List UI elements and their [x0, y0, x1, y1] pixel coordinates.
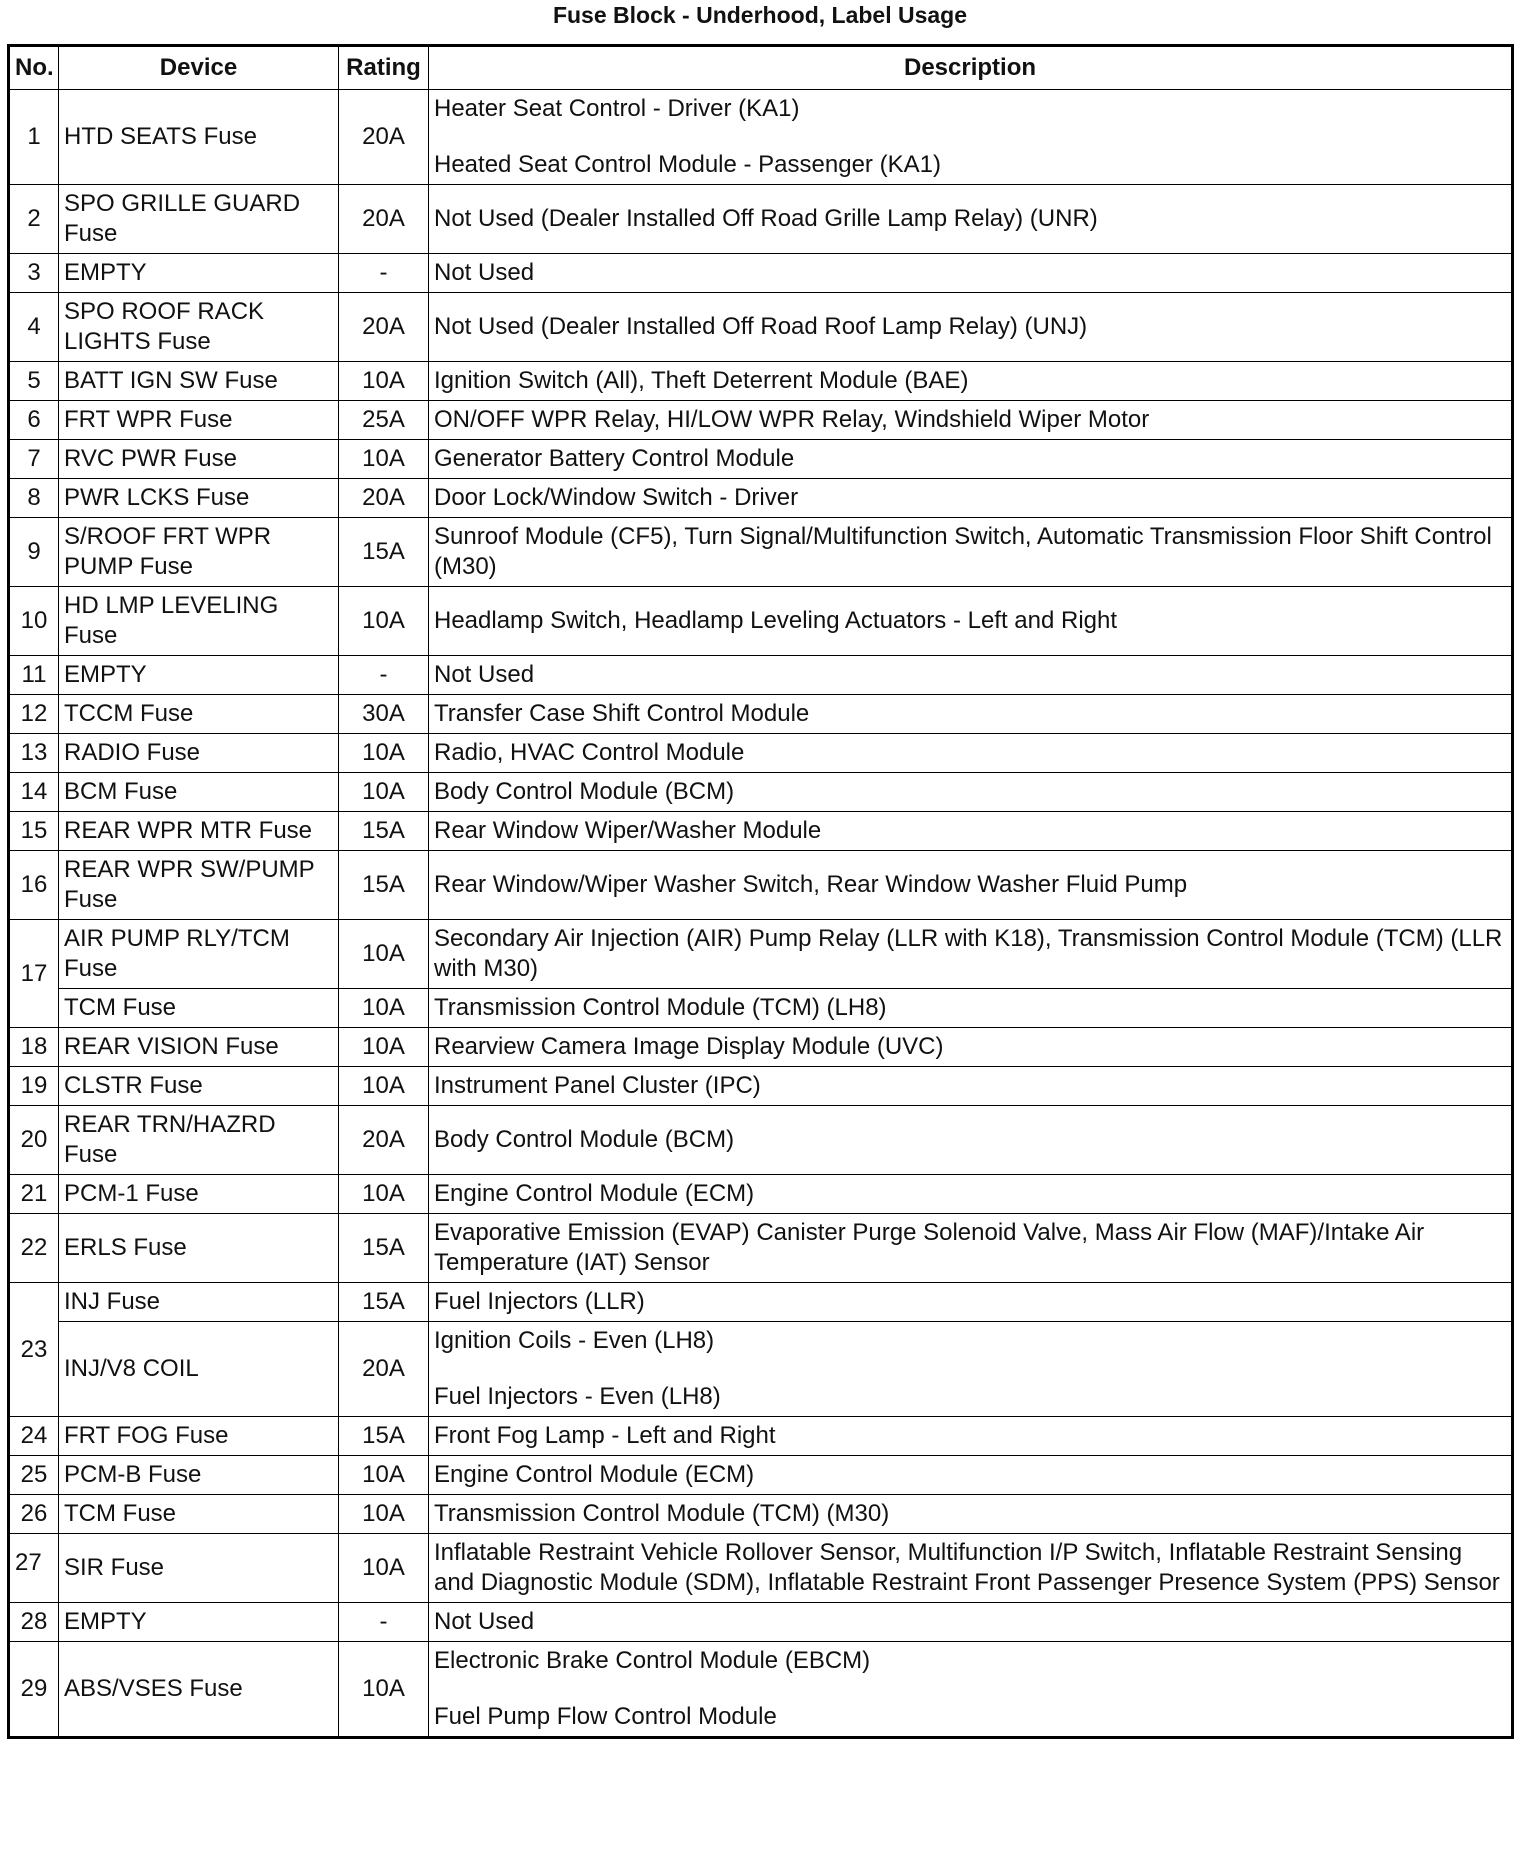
fuse-rating: 10A	[339, 989, 429, 1028]
fuse-description: Inflatable Restraint Vehicle Rollover Sensor, Multifunction I/P Switch, Inflatable Restraint Sensing and Diagnostic Module (SDM), Inflatable Restraint Front Passenger Presence System (PPS) Sensor	[429, 1534, 1513, 1603]
fuse-description: Headlamp Switch, Headlamp Leveling Actuators - Left and Right	[429, 587, 1513, 656]
header-row	[9, 46, 1513, 90]
fuse-number: 1	[9, 90, 59, 185]
fuse-description: ON/OFF WPR Relay, HI/LOW WPR Relay, Windshield Wiper Motor	[429, 401, 1513, 440]
device-name: AIR PUMP RLY/TCM Fuse	[59, 920, 339, 989]
table-row	[9, 812, 1513, 851]
header-no: No.	[9, 46, 59, 90]
fuse-number: 7	[9, 440, 59, 479]
fuse-rating: 10A	[339, 1456, 429, 1495]
table-row	[9, 401, 1513, 440]
fuse-description: Engine Control Module (ECM)	[429, 1456, 1513, 1495]
device-name: TCM Fuse	[59, 989, 339, 1028]
device-name: HTD SEATS Fuse	[59, 90, 339, 185]
fuse-description	[429, 1642, 1513, 1738]
fuse-number: 17	[9, 920, 59, 1028]
device-name: FRT FOG Fuse	[59, 1417, 339, 1456]
device-name: HD LMP LEVELING Fuse	[59, 587, 339, 656]
fuse-rating: 15A	[339, 1417, 429, 1456]
device-name: PWR LCKS Fuse	[59, 479, 339, 518]
fuse-description: Rear Window Wiper/Washer Module	[429, 812, 1513, 851]
fuse-number: 3	[9, 254, 59, 293]
device-name: BATT IGN SW Fuse	[59, 362, 339, 401]
fuse-description: Transmission Control Module (TCM) (M30)	[429, 1495, 1513, 1534]
table-row	[9, 1495, 1513, 1534]
table-row	[9, 1028, 1513, 1067]
fuse-description: Body Control Module (BCM)	[429, 773, 1513, 812]
fuse-rating: 10A	[339, 1028, 429, 1067]
page-title: Fuse Block - Underhood, Label Usage	[552, 2, 968, 28]
table-row	[9, 587, 1513, 656]
table-row	[9, 1283, 1513, 1322]
fuse-description: Generator Battery Control Module	[429, 440, 1513, 479]
fuse-number: 5	[9, 362, 59, 401]
fuse-number: 8	[9, 479, 59, 518]
fuse-rating: 20A	[339, 90, 429, 185]
fuse-description: Rearview Camera Image Display Module (UVC)	[429, 1028, 1513, 1067]
fuse-rating: 20A	[339, 479, 429, 518]
description-line: Ignition Coils - Even (LH8)	[434, 1327, 715, 1354]
fuse-number: 28	[9, 1603, 59, 1642]
table-row	[9, 254, 1513, 293]
fuse-rating: 15A	[339, 518, 429, 587]
device-name: TCM Fuse	[59, 1495, 339, 1534]
description-line: Fuel Pump Flow Control Module	[434, 1703, 777, 1730]
fuse-description: Evaporative Emission (EVAP) Canister Purge Solenoid Valve, Mass Air Flow (MAF)/Intake Air Temperature (IAT) Sensor	[429, 1214, 1513, 1283]
table-row	[9, 1067, 1513, 1106]
fuse-number: 10	[9, 587, 59, 656]
fuse-table	[7, 44, 1514, 1739]
fuse-description: Transfer Case Shift Control Module	[429, 695, 1513, 734]
fuse-number: 26	[9, 1495, 59, 1534]
fuse-number: 27	[9, 1534, 59, 1603]
fuse-number: 20	[9, 1106, 59, 1175]
table-row	[9, 1534, 1513, 1603]
description-line: Electronic Brake Control Module (EBCM)	[434, 1647, 871, 1674]
device-name: RVC PWR Fuse	[59, 440, 339, 479]
device-name: PCM-1 Fuse	[59, 1175, 339, 1214]
fuse-description: Transmission Control Module (TCM) (LH8)	[429, 989, 1513, 1028]
device-name: EMPTY	[59, 1603, 339, 1642]
fuse-rating: 10A	[339, 1495, 429, 1534]
fuse-number: 22	[9, 1214, 59, 1283]
device-name: INJ/V8 COIL	[59, 1322, 339, 1417]
device-name: REAR WPR SW/PUMP Fuse	[59, 851, 339, 920]
fuse-number: 14	[9, 773, 59, 812]
fuse-rating: 10A	[339, 1067, 429, 1106]
fuse-rating: 10A	[339, 1642, 429, 1738]
device-name: PCM-B Fuse	[59, 1456, 339, 1495]
device-name: REAR WPR MTR Fuse	[59, 812, 339, 851]
fuse-description: Rear Window/Wiper Washer Switch, Rear Window Washer Fluid Pump	[429, 851, 1513, 920]
fuse-number: 12	[9, 695, 59, 734]
device-name: TCCM Fuse	[59, 695, 339, 734]
fuse-description: Instrument Panel Cluster (IPC)	[429, 1067, 1513, 1106]
fuse-description: Ignition Switch (All), Theft Deterrent Module (BAE)	[429, 362, 1513, 401]
table-row	[9, 1642, 1513, 1738]
fuse-description: Not Used (Dealer Installed Off Road Roof Lamp Relay) (UNJ)	[429, 293, 1513, 362]
fuse-rating: -	[339, 1603, 429, 1642]
fuse-number: 23	[9, 1283, 59, 1417]
fuse-number: 18	[9, 1028, 59, 1067]
table-row	[9, 1456, 1513, 1495]
device-name: FRT WPR Fuse	[59, 401, 339, 440]
fuse-description: Not Used	[429, 254, 1513, 293]
fuse-description: Not Used	[429, 1603, 1513, 1642]
device-name: EMPTY	[59, 254, 339, 293]
table-row	[9, 362, 1513, 401]
table-row	[9, 185, 1513, 254]
fuse-description	[429, 1322, 1513, 1417]
device-name: CLSTR Fuse	[59, 1067, 339, 1106]
fuse-rating: 10A	[339, 440, 429, 479]
device-name: S/ROOF FRT WPR PUMP Fuse	[59, 518, 339, 587]
fuse-rating: 10A	[339, 1175, 429, 1214]
table-row	[9, 1106, 1513, 1175]
table-row	[9, 440, 1513, 479]
fuse-number: 6	[9, 401, 59, 440]
table-row	[9, 734, 1513, 773]
device-name: SPO GRILLE GUARD Fuse	[59, 185, 339, 254]
fuse-rating: 30A	[339, 695, 429, 734]
device-name: ABS/VSES Fuse	[59, 1642, 339, 1738]
table-row	[9, 479, 1513, 518]
fuse-number: 21	[9, 1175, 59, 1214]
header-description: Description	[429, 46, 1513, 90]
fuse-rating: 10A	[339, 362, 429, 401]
description-line: Heater Seat Control - Driver (KA1)	[434, 95, 800, 122]
fuse-number: 25	[9, 1456, 59, 1495]
fuse-description: Radio, HVAC Control Module	[429, 734, 1513, 773]
device-name: RADIO Fuse	[59, 734, 339, 773]
fuse-rating: -	[339, 254, 429, 293]
fuse-number: 19	[9, 1067, 59, 1106]
fuse-rating: 20A	[339, 293, 429, 362]
device-name: SIR Fuse	[59, 1534, 339, 1603]
fuse-description: Not Used	[429, 656, 1513, 695]
fuse-rating: 15A	[339, 812, 429, 851]
device-name: BCM Fuse	[59, 773, 339, 812]
table-row	[9, 1214, 1513, 1283]
header-rating: Rating	[339, 46, 429, 90]
fuse-rating: 15A	[339, 1214, 429, 1283]
device-name: ERLS Fuse	[59, 1214, 339, 1283]
table-row	[9, 1417, 1513, 1456]
device-name: REAR TRN/HAZRD Fuse	[59, 1106, 339, 1175]
table-row	[9, 773, 1513, 812]
fuse-rating: 20A	[339, 1106, 429, 1175]
fuse-description: Door Lock/Window Switch - Driver	[429, 479, 1513, 518]
fuse-description: Engine Control Module (ECM)	[429, 1175, 1513, 1214]
table-row	[9, 293, 1513, 362]
fuse-rating: 25A	[339, 401, 429, 440]
fuse-description: Secondary Air Injection (AIR) Pump Relay (LLR with K18), Transmission Control Module (TCM) (LLR with M30)	[429, 920, 1513, 989]
fuse-rating: 10A	[339, 587, 429, 656]
fuse-number: 11	[9, 656, 59, 695]
table-row	[9, 518, 1513, 587]
table-row	[9, 1322, 1513, 1417]
table-row	[9, 656, 1513, 695]
table-row	[9, 1175, 1513, 1214]
fuse-rating: -	[339, 656, 429, 695]
fuse-description: Body Control Module (BCM)	[429, 1106, 1513, 1175]
fuse-rating: 15A	[339, 851, 429, 920]
fuse-rating: 10A	[339, 773, 429, 812]
fuse-description	[429, 90, 1513, 185]
fuse-number: 2	[9, 185, 59, 254]
fuse-description: Not Used (Dealer Installed Off Road Grille Lamp Relay) (UNR)	[429, 185, 1513, 254]
fuse-rating: 10A	[339, 734, 429, 773]
fuse-rating: 20A	[339, 1322, 429, 1417]
fuse-number: 13	[9, 734, 59, 773]
device-name: INJ Fuse	[59, 1283, 339, 1322]
table-row	[9, 90, 1513, 185]
fuse-number: 29	[9, 1642, 59, 1738]
device-name: EMPTY	[59, 656, 339, 695]
table-row	[9, 1603, 1513, 1642]
table-row	[9, 920, 1513, 989]
fuse-rating: 15A	[339, 1283, 429, 1322]
description-line: Heated Seat Control Module - Passenger (KA1)	[434, 151, 941, 178]
table-row	[9, 851, 1513, 920]
fuse-description: Sunroof Module (CF5), Turn Signal/Multifunction Switch, Automatic Transmission Floor Shift Control (M30)	[429, 518, 1513, 587]
description-line: Fuel Injectors - Even (LH8)	[434, 1383, 721, 1410]
fuse-number: 24	[9, 1417, 59, 1456]
device-name: REAR VISION Fuse	[59, 1028, 339, 1067]
fuse-rating: 20A	[339, 185, 429, 254]
table-row	[9, 989, 1513, 1028]
fuse-number: 16	[9, 851, 59, 920]
fuse-number: 4	[9, 293, 59, 362]
fuse-description: Front Fog Lamp - Left and Right	[429, 1417, 1513, 1456]
fuse-rating: 10A	[339, 920, 429, 989]
fuse-number: 9	[9, 518, 59, 587]
fuse-rating: 10A	[339, 1534, 429, 1603]
header-device: Device	[59, 46, 339, 90]
fuse-description: Fuel Injectors (LLR)	[429, 1283, 1513, 1322]
device-name: SPO ROOF RACK LIGHTS Fuse	[59, 293, 339, 362]
fuse-number: 15	[9, 812, 59, 851]
table-row	[9, 695, 1513, 734]
